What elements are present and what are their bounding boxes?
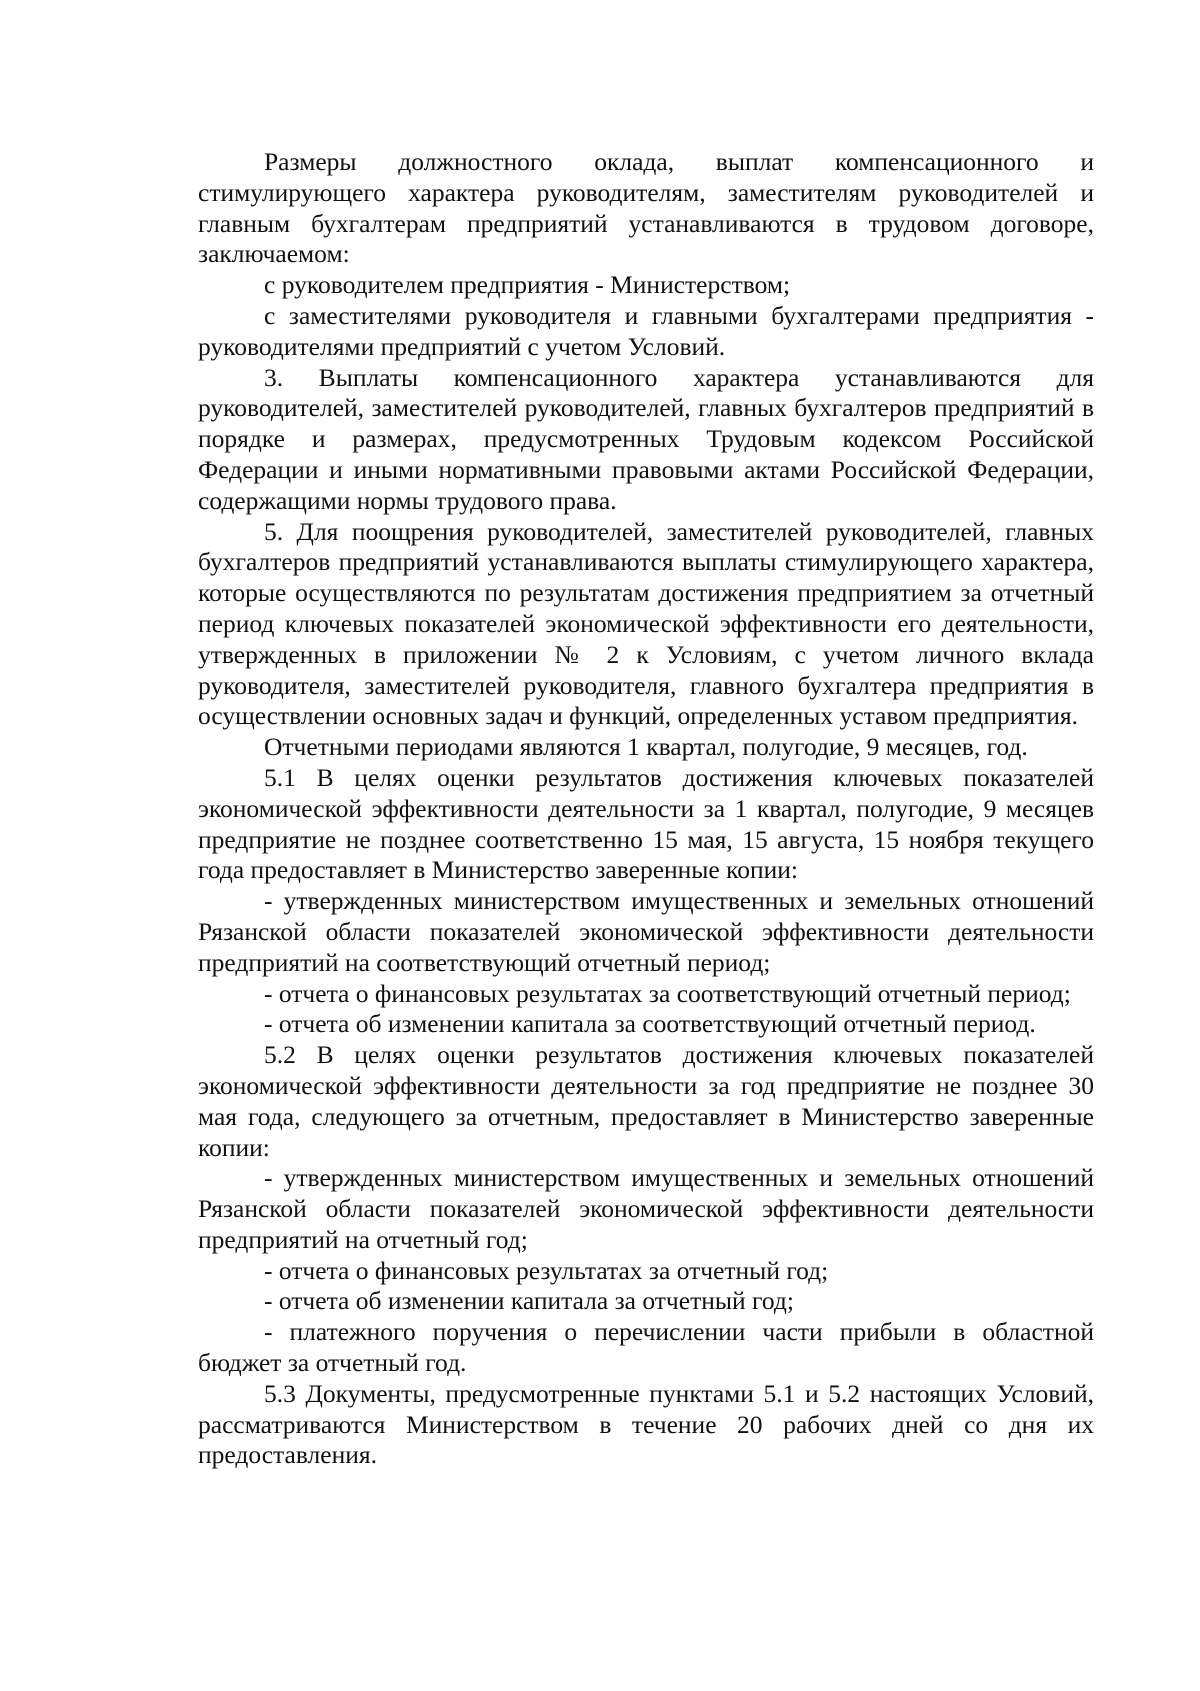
paragraph-reporting-periods: Отчетными периодами являются 1 квартал, полугодие, 9 месяцев, год.: [264, 732, 1028, 762]
paragraph-salary-in-contract: Размеры должностного оклада, выплат компенсационного и стимулирующего характера руководителям, заместителям руководителей и главным бухгалтерам предприятий устанавливаются в трудовом договоре, заключаемом:: [198, 147, 1094, 269]
document-body: [198, 147, 1094, 1471]
paragraph-item-3: 3. Выплаты компенсационного характера устанавливаются для руководителей, заместителей руководителей, главных бухгалтеров предприятий в порядке и размерах, предусмотренных Трудовым кодексом Российской Федерации и иными нормативными правовыми актами Российской Федерации, содержащими нормы трудового права.: [198, 362, 1094, 515]
list-item-approved-indicators: - утвержденных министерством имущественных и земельных отношений Рязанской области показателей экономической эффективности деятельности предприятий на соответствующий отчетный период;: [198, 886, 1094, 977]
list-item-capital-change: - отчета об изменении капитала за соответствующий отчетный период.: [264, 1009, 1036, 1039]
paragraph-item-5-2: 5.2 В целях оценки результатов достижения ключевых показателей экономической эффективности деятельности за год предприятие не позднее 30 мая года, следующего за отчетным, предоставляет в Министерство заверенные копии:: [198, 1040, 1094, 1162]
paragraph-item-5-3: 5.3 Документы, предусмотренные пунктами 5.1 и 5.2 настоящих Условий, рассматриваются Министерством в течение 20 рабочих дней со дня их предоставления.: [198, 1378, 1094, 1470]
paragraph-item-5: 5. Для поощрения руководителей, заместителей руководителей, главных бухгалтеров предприятий устанавливаются выплаты стимулирующего характера, которые осуществляются по результатам достижения предприятием за отчетный период ключевых показателей экономической эффективности его деятельности, утвержденных в приложении № 2 к Условиям, с учетом личного вклада руководителя, заместителей руководителя, главного бухгалтера предприятия в осуществлении основных задач и функций, определенных уставом предприятия.: [198, 516, 1094, 731]
paragraph-head-ministry: с руководителем предприятия - Министерством;: [264, 270, 791, 300]
list-item-financial-results: - отчета о финансовых результатах за соответствующий отчетный период;: [264, 978, 1071, 1008]
list-item-approved-indicators-year: - утвержденных министерством имущественных и земельных отношений Рязанской области показателей экономической эффективности деятельности предприятий на отчетный год;: [198, 1163, 1094, 1254]
list-item-financial-results-year: - отчета о финансовых результатах за отчетный год;: [264, 1255, 829, 1285]
list-item-payment-order: - платежного поручения о перечислении части прибыли в областной бюджет за отчетный год.: [198, 1317, 1094, 1378]
list-item-capital-change-year: - отчета об изменении капитала за отчетный год;: [264, 1286, 794, 1316]
paragraph-deputies: с заместителями руководителя и главными бухгалтерами предприятия - руководителями предприятий с учетом Условий.: [198, 300, 1094, 361]
paragraph-item-5-1: 5.1 В целях оценки результатов достижения ключевых показателей экономической эффективности деятельности за 1 квартал, полугодие, 9 месяцев предприятие не позднее соответственно 15 мая, 15 августа, 15 ноября текущего года предоставляет в Министерство заверенные копии:: [198, 762, 1094, 885]
